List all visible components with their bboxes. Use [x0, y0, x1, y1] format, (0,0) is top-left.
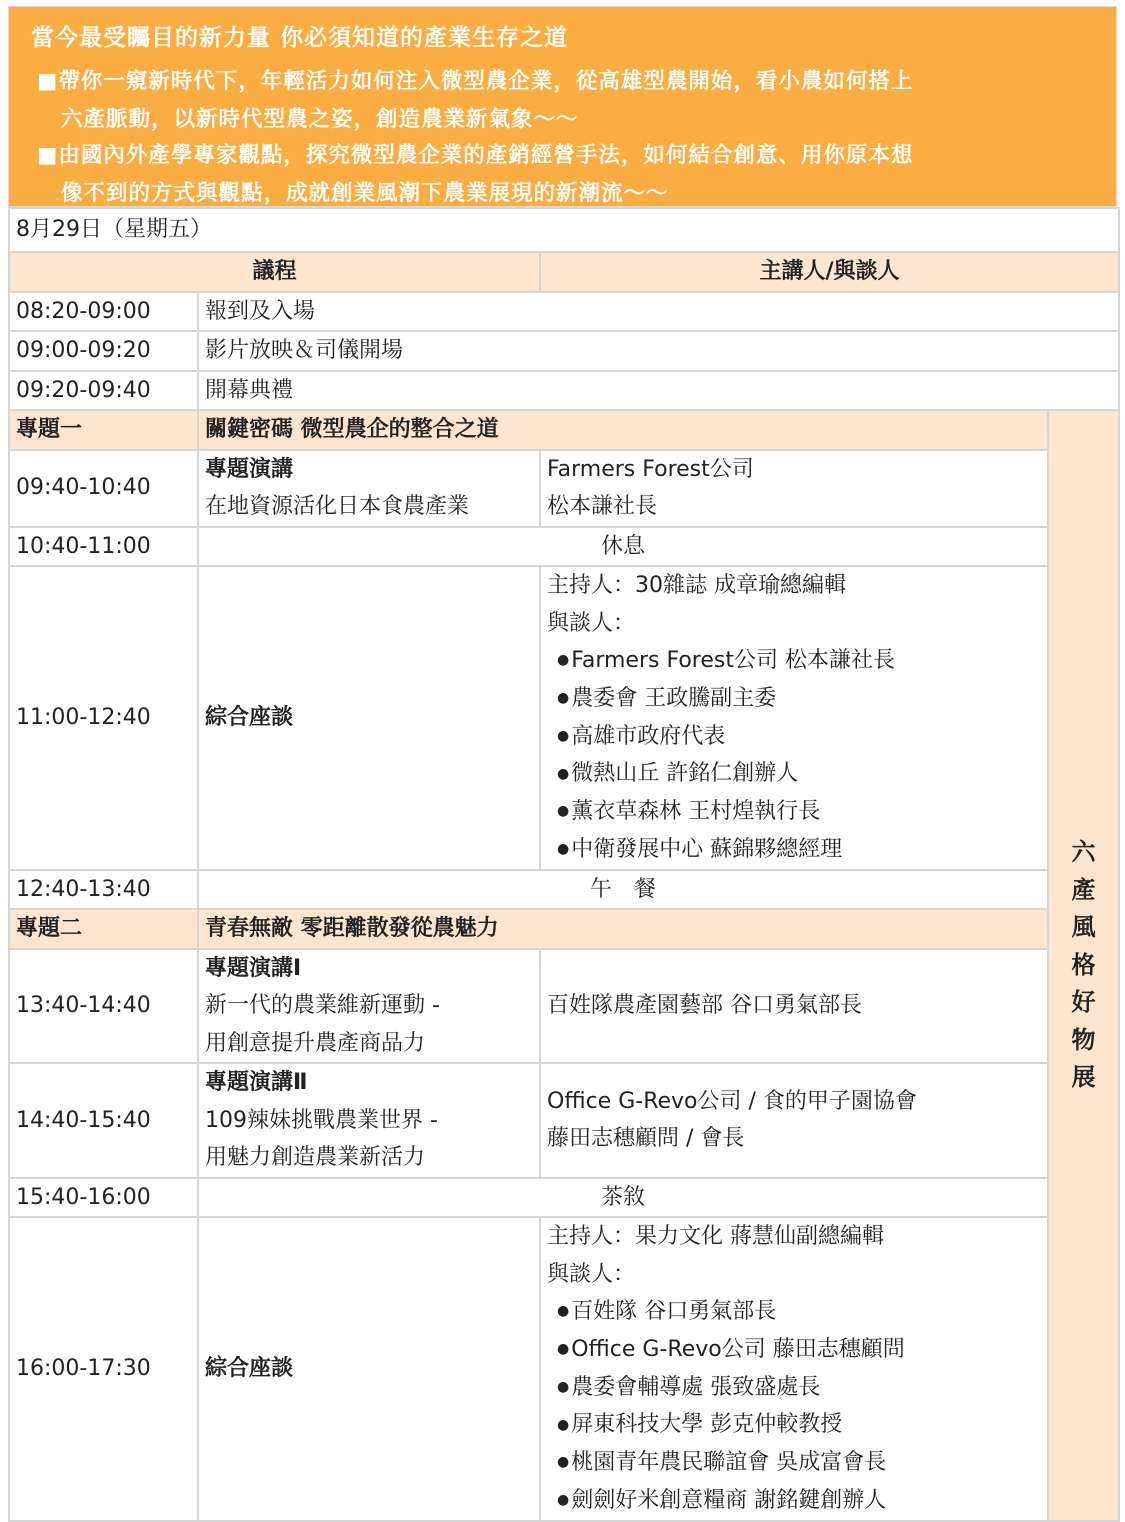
header-row — [9, 252, 1119, 292]
list-item: ●劍劍好米創意糧商 謝銘鍵創辦人 — [557, 1487, 887, 1513]
agenda-cell: 影片放映＆司儀開場 — [198, 331, 1119, 371]
topic-row — [9, 410, 1119, 450]
list-item: ●Farmers Forest公司 松本謙社長 — [557, 648, 895, 673]
list-item: ●屏東科技大學 彭克仲較教授 — [557, 1412, 843, 1438]
event-date: 8月29日（星期五） — [9, 208, 1119, 252]
table-row — [9, 566, 1119, 870]
time-cell: 15:40-16:00 — [9, 1178, 198, 1218]
list-item: ●農委會 王政騰副主委 — [557, 685, 777, 711]
agenda-cell: 午 餐 — [198, 870, 1048, 910]
table-row — [9, 1178, 1119, 1218]
agenda-cell: 休息 — [198, 527, 1048, 567]
time-cell: 09:40-10:40 — [9, 450, 198, 527]
list-item: ●微熱山丘 許銘仁創辦人 — [557, 761, 799, 787]
table-row — [9, 292, 1119, 332]
agenda-cell: 綜合座談 — [198, 1217, 540, 1521]
banner-paragraph-2: ■由國內外產學專家觀點，探究微型農企業的產銷經營手法，如何結合創意、用你原本想 像不到的方式與觀點，成就創業風潮下農業展現的新潮流～～ — [37, 143, 914, 206]
time-cell: 16:00-17:30 — [9, 1217, 198, 1521]
agenda-cell: 綜合座談 — [198, 566, 540, 870]
topic-title: 青春無敵 零距離散發從農魅力 — [198, 909, 1048, 949]
time-cell: 11:00-12:40 — [9, 566, 198, 870]
agenda-cell: 專題演講I 新一代的農業維新運動 - 用創意提升農產商品力 — [198, 949, 540, 1064]
table-row — [9, 870, 1119, 910]
agenda-cell: 專題演講 在地資源活化日本食農產業 — [198, 450, 540, 527]
speaker-cell: 主持人：30雜誌 成章瑜總編輯 與談人： ●Farmers Forest公司 松本謙社長 ●農委會 王政騰副主委 ●高雄市政府代表 ●微熱山丘 許銘仁創辦人 ●薰衣草森林 王村煌執行長 ●中衛發展中心 蘇錦夥總經理 — [540, 566, 1048, 870]
bullet-square: ■ — [37, 143, 59, 168]
list-item: ●中衛發展中心 蘇錦夥總經理 — [557, 836, 843, 862]
date-row — [9, 208, 1119, 252]
speaker-cell: 百姓隊農產園藝部 谷口勇氣部長 — [540, 949, 1048, 1064]
agenda-cell: 專題演講Ⅱ 109辣妹挑戰農業世界 - 用魅力創造農業新活力 — [198, 1063, 540, 1178]
table-row — [9, 1217, 1119, 1521]
table-row — [9, 527, 1119, 567]
list-item: ●百姓隊 谷口勇氣部長 — [557, 1299, 777, 1324]
time-cell: 12:40-13:40 — [9, 870, 198, 910]
list-item: ●農委會輔導處 張致盛處長 — [557, 1374, 821, 1400]
list-item: ●高雄市政府代表 — [557, 723, 726, 749]
time-cell: 09:20-09:40 — [9, 371, 198, 411]
agenda-cell: 報到及入場 — [198, 292, 1119, 332]
list-item: ●薰衣草森林 王村煌執行長 — [557, 799, 821, 824]
topic-label: 專題一 — [9, 410, 198, 450]
bullet-square: ■ — [37, 69, 59, 94]
speaker-cell: 主持人：果力文化 蔣慧仙副總編輯 與談人： ●百姓隊 谷口勇氣部長 ●Office G-Revo公司 藤田志穗顧問 ●農委會輔導處 張致盛處長 ●屏東科技大學 彭克仲較教授 ●桃園青年農民聯誼會 吳成富會長 ●劍劍好米創意糧商 謝銘鍵創辦人 — [540, 1217, 1119, 1521]
speaker-header: 主講人/與談人 — [540, 252, 1119, 292]
speaker-cell: Office G-Revo公司 / 食的甲子園協會 藤田志穗顧問 / 會長 — [540, 1063, 1048, 1178]
time-cell: 13:40-14:40 — [9, 949, 198, 1064]
schedule-table — [8, 207, 1120, 1522]
topic-row — [9, 909, 1119, 949]
topic-title: 關鍵密碼 微型農企的整合之道 — [198, 410, 1048, 450]
table-row — [9, 450, 1119, 527]
banner-paragraph-1: ■帶你一窺新時代下，年輕活力如何注入微型農企業，從高雄型農開始，看小農如何搭上 六產脈動，以新時代型農之姿，創造農業新氣象～～ — [37, 69, 914, 132]
list-item: ●桃園青年農民聯誼會 吳成富會長 — [557, 1450, 887, 1475]
speaker-cell: Farmers Forest公司 松本謙社長 — [540, 450, 1048, 527]
banner-headline: 當今最受矚目的新力量 你必須知道的產業生存之道 — [31, 25, 569, 51]
list-item: ●Office G-Revo公司 藤田志穗顧問 — [557, 1336, 905, 1362]
time-cell: 08:20-09:00 — [9, 292, 198, 332]
agenda-cell: 茶敘 — [198, 1178, 1048, 1218]
time-cell: 14:40-15:40 — [9, 1063, 198, 1178]
table-row — [9, 1063, 1119, 1178]
agenda-cell: 開幕典禮 — [198, 371, 1119, 411]
intro-banner — [8, 6, 1117, 207]
time-cell: 10:40-11:00 — [9, 527, 198, 567]
table-row — [9, 949, 1119, 1064]
topic-label: 專題二 — [9, 909, 198, 949]
table-row — [9, 331, 1119, 371]
time-cell: 09:00-09:20 — [9, 331, 198, 371]
agenda-header: 議程 — [9, 252, 540, 292]
expo-side-label: 六 產 風 格 好 物 展 — [1048, 410, 1119, 1521]
table-row — [9, 371, 1119, 411]
